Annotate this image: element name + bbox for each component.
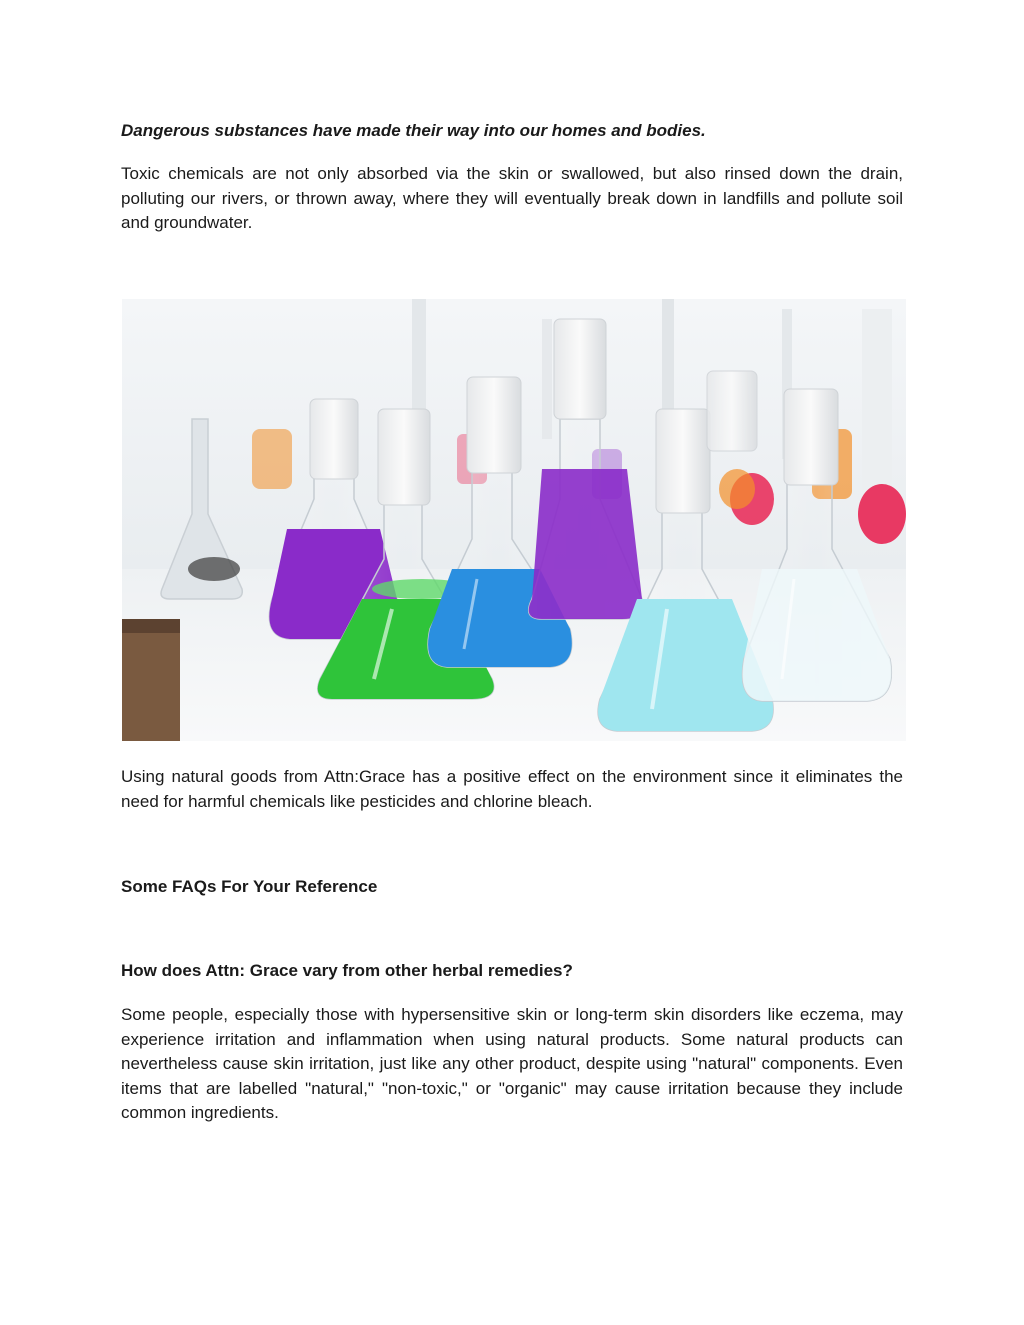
faq-answer: Some people, especially those with hypersensitive skin or long-term skin disorders like eczema, may experience irritation and inflammation when using natural products. Some natural products can nevertheless cause skin irritation, just like any other product, despite using "natural" components. Even items that are labelled "natural," "non-toxic," or "organic" may cause irritation because they include common ingredients. <box>121 1005 903 1122</box>
faq-section-heading: Some FAQs For Your Reference <box>121 877 378 896</box>
faq-question: How does Attn: Grace vary from other herbal remedies? <box>121 961 573 980</box>
section-heading: Dangerous substances have made their way into our homes and bodies. <box>121 121 706 140</box>
body-paragraph: Using natural goods from Attn:Grace has a positive effect on the environment since it eliminates the need for harmful chemicals like pesticides and chlorine bleach. <box>121 767 903 811</box>
lab-flasks-photo <box>122 299 906 741</box>
body-paragraph: Toxic chemicals are not only absorbed via the skin or swallowed, but also rinsed down the drain, polluting our rivers, or thrown away, where they will eventually break down in landfills and pollute soil and groundwater. <box>121 164 903 232</box>
